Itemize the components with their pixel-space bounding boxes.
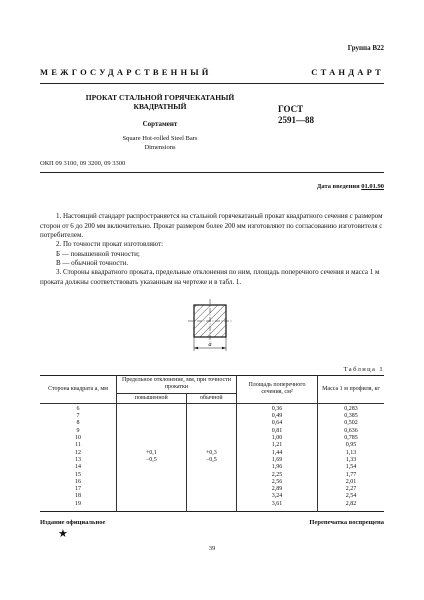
header-deviation: Предельное отклонение, мм, при точности прокатки bbox=[117, 376, 237, 394]
intro-date-value: 01.01.90 bbox=[361, 183, 384, 190]
dimension-label: a bbox=[208, 341, 212, 348]
header-rule bbox=[40, 172, 384, 173]
column-increased-deviation: +0,1 −0,5 bbox=[117, 403, 187, 511]
paragraph-5: 3. Стороны квадратного проката, предельные отклонения по ним, площадь поперечного сечения и масса 1 м проката должны соответствовать указанным на чертеже и в табл. 1. bbox=[40, 268, 380, 286]
dimensions-table bbox=[40, 375, 384, 512]
column-mass-values: 0,283 0,385 0,502 0,636 0,785 0,95 1,13 1,33 1,54 1,77 2,01 2,27 2,54 2,82 bbox=[318, 403, 385, 511]
paragraph-1: 1. Настоящий стандарт распространяется на стальной горячекатаный прокат квадратного сечения с размером сторон от 6 до 200 мм включительно. Прокат размером более 200 мм изготовляют по согласованию изготовителя с потребителем. bbox=[40, 212, 383, 240]
standard-banner: МЕЖГОСУДАРСТВЕННЫЙ СТАНДАРТ bbox=[40, 67, 384, 77]
paragraph-2: 2. По точности прокат изготовляют: bbox=[56, 240, 164, 248]
banner-rule bbox=[40, 83, 384, 84]
header-mass: Масса 1 м профиля, кг bbox=[318, 376, 385, 404]
paragraph-4: В — обычной точности. bbox=[56, 259, 129, 267]
document-title bbox=[70, 93, 250, 111]
column-normal-deviation: +0,3 −0,5 bbox=[186, 403, 236, 511]
column-side-values: 6 7 8 9 10 11 12 13 14 15 16 17 18 19 bbox=[40, 403, 117, 511]
header-increased-precision: повышенной bbox=[117, 393, 187, 403]
header-normal-precision: обычной bbox=[186, 393, 236, 403]
header-area: Площадь поперечного сечения, см² bbox=[237, 376, 318, 404]
group-label: Группа В22 bbox=[347, 44, 384, 52]
reprint-prohibited-label: Перепечатка воспрещена bbox=[309, 519, 384, 526]
okp-codes: ОКП 09 3100, 09 3200, 09 3300 bbox=[40, 160, 126, 167]
page-number: 39 bbox=[208, 545, 216, 552]
column-area-values: 0,36 0,49 0,64 0,81 1,00 1,21 1,44 1,69 1,96 2,25 2,56 2,89 3,24 3,61 bbox=[237, 403, 318, 511]
gost-label: ГОСТ bbox=[278, 104, 304, 114]
intro-date-label: Дата введения bbox=[316, 183, 360, 190]
document-subtitle: Сортамент bbox=[142, 120, 178, 128]
title-line-2: КВАДРАТНЫЙ bbox=[133, 102, 187, 111]
gost-number: 2591—88 bbox=[278, 115, 314, 125]
english-title: Square Hot-rolled Steel Bars bbox=[122, 135, 198, 142]
header-side: Сторона квадрата a, мм bbox=[40, 376, 117, 404]
table-row bbox=[40, 403, 384, 511]
square-section-figure bbox=[180, 293, 244, 361]
paragraph-3: Б — повышенной точности; bbox=[56, 250, 140, 258]
english-subtitle: Dimensions bbox=[144, 144, 176, 151]
introduction-date bbox=[317, 183, 384, 190]
title-line-1: ПРОКАТ СТАЛЬНОЙ ГОРЯЧЕКАТАНЫЙ bbox=[85, 93, 235, 102]
star-icon: ★ bbox=[58, 528, 68, 540]
official-edition-label: Издание официальное bbox=[40, 519, 106, 526]
table-caption: Таблица 1 bbox=[343, 366, 384, 373]
